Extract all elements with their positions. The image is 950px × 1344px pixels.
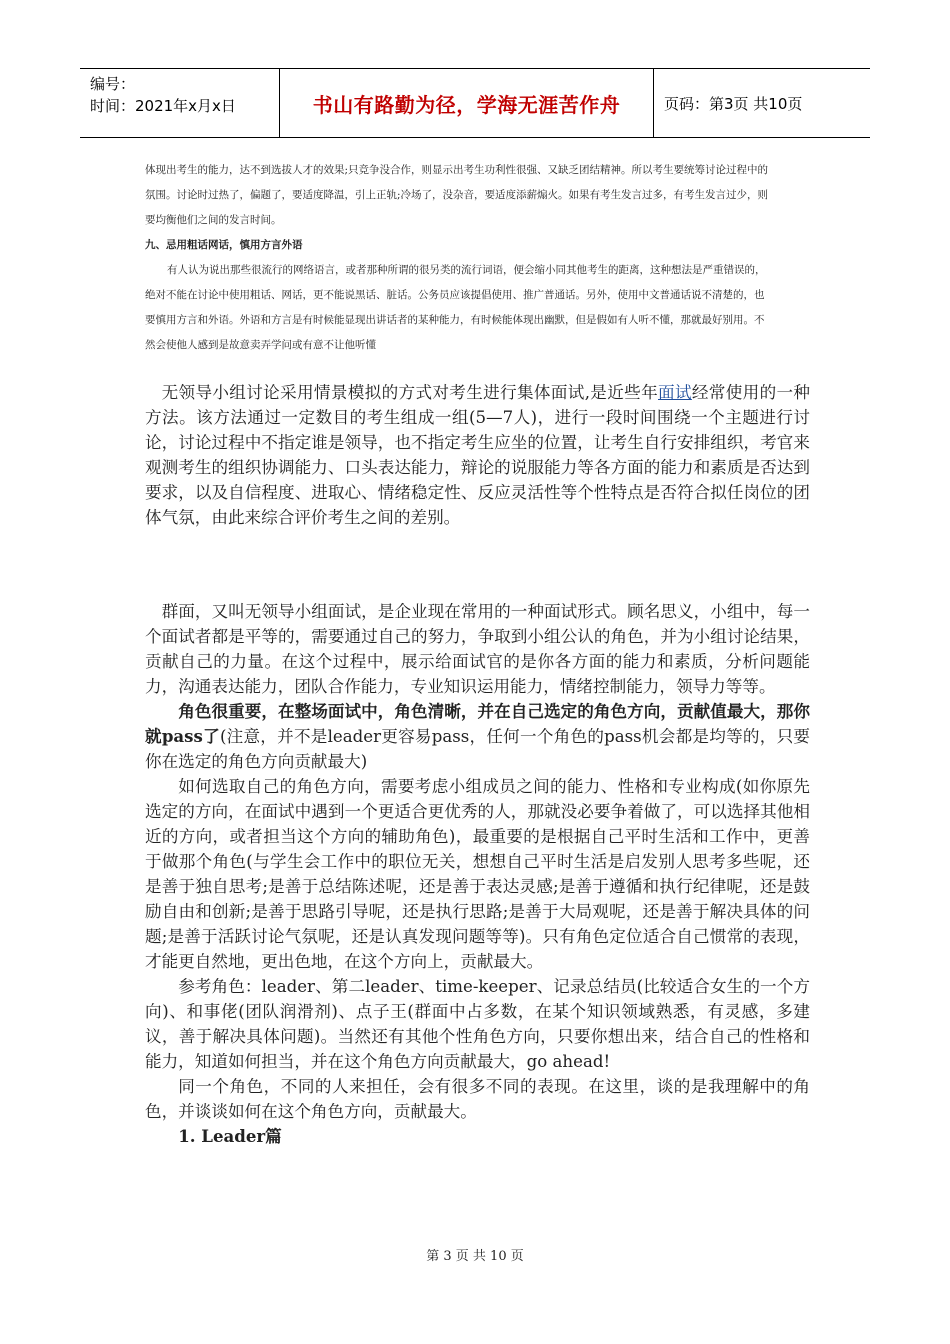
role-importance-bold: 角色很重要，在整场面试中，角色清晰，并在自己选定的角色方向，贡献值最大，那你就pass了 xyxy=(145,701,810,746)
document-number-label: 编号： xyxy=(90,75,136,93)
header-info xyxy=(80,69,280,137)
leader-heading: 1. Leader篇 xyxy=(178,1126,282,1146)
small-text-section xyxy=(145,158,813,358)
page-footer: 第 3 页 共 10 页 xyxy=(426,1249,524,1264)
text-line: 要均衡他们之间的发言时间。 xyxy=(145,214,282,226)
header-motto: 书山有路勤为径，学海无涯苦作舟 xyxy=(280,69,654,137)
role-importance-note: (注意，并不是leader更容易pass，任何一个角色的pass机会都是均等的，只要你在选定的角色方向贡献最大) xyxy=(145,727,810,771)
header-page-label: 页码：第3页 共10页 xyxy=(664,94,803,113)
interview-link[interactable]: 面试 xyxy=(658,383,692,402)
paragraph-role-importance xyxy=(145,699,810,774)
main-body xyxy=(145,599,810,1149)
paragraph-same-role: 同一个角色，不同的人来担任，会有很多不同的表现。在这里，谈的是我理解中的角色，并谈谈如何在这个角色方向，贡献最大。 xyxy=(145,1077,810,1121)
text-line: 氛围。讨论时过热了，偏题了，要适度降温，引上正轨;冷场了，没杂音，要适度添薪煽火。如果有考生发言过多，有考生发言过少，则 xyxy=(145,189,769,201)
paragraph-intro xyxy=(145,380,810,530)
paragraph-reference-roles: 参考角色：leader、第二leader、time-keeper、记录总结员(比较适合女生的一个方向)、和事佬(团队润滑剂)、点子王(群面中占多数，在某个知识领域熟悉，有灵感，多建议，善于解决具体问题)。当然还有其他个性角色方向，只要你想出来，结合自己的性格和能力，知道如何担当，并在这个角色方向贡献最大，go ahead! xyxy=(145,977,810,1071)
text-line: 然会使他人感到是故意卖弄学问或有意不让他听懂 xyxy=(145,339,376,351)
paragraph-group-interview: 群面，又叫无领导小组面试，是企业现在常用的一种面试形式。顾名思义，小组中，每一个面试者都是平等的，需要通过自己的努力，争取到小组公认的角色，并为小组讨论结果，贡献自己的力量。在这个过程中，展示给面试官的是你各方面的能力和素质，分析问题能力，沟通表达能力，团队合作能力，专业知识运用能力，情绪控制能力，领导力等等。 xyxy=(145,602,810,696)
paragraph-choose-role: 如何选取自己的角色方向，需要考虑小组成员之间的能力、性格和专业构成(如你原先选定的方向，在面试中遇到一个更适合更优秀的人，那就没必要争着做了，可以选择其他相近的方向，或者担当这个方向的辅助角色)，最重要的是根据自己平时生活和工作中，更善于做那个角色(与学生会工作中的职位无关，想想自己平时生活是启发别人思考多些呢，还是善于独自思考;是善于总结陈述呢，还是善于表达灵感;是善于遵循和执行纪律呢，还是鼓励自由和创新;是善于思路引导呢，还是执行思路;是善于大局观呢，还是善于解决具体的问题;是善于活跃讨论气氛呢，还是认真发现问题等等)。只有角色定位适合自己惯常的表现，才能更自然地，更出色地，在这个方向上，贡献最大。 xyxy=(145,777,810,971)
text-line: 体现出考生的能力，达不到选拔人才的效果;只竞争没合作，则显示出考生功利性很强、又缺乏团结精神。所以考生要统筹讨论过程中的 xyxy=(145,164,769,176)
document-time-label: 时间：2021年x月x日 xyxy=(90,97,236,115)
text-line: 要慎用方言和外语。外语和方言是有时候能显现出讲话者的某种能力，有时候能体现出幽默，但是假如有人听不懂，那就最好别用。不 xyxy=(145,314,765,326)
text-line: 有人认为说出那些很流行的网络语言，或者那种所谓的很另类的流行词语，便会缩小同其他考生的距离，这种想法是严重错误的， xyxy=(167,264,766,276)
intro-text-end: 经常使用的一种方法。该方法通过一定数目的考生组成一组(5—7人)，进行一段时间围绕一个主题进行讨论，讨论过程中不指定谁是领导，也不指定考生应坐的位置，让考生自行安排组织，考官来观测考生的组织协调能力、口头表达能力，辩论的说服能力等各方面的能力和素质是否达到要求，以及自信程度、进取心、情绪稳定性、反应灵活性等个性特点是否符合拟任岗位的团体气氛，由此来综合评价考生之间的差别。 xyxy=(145,383,811,527)
intro-text-start: 无领导小组讨论采用情景模拟的方式对考生进行集体面试,是近些年 xyxy=(161,383,659,402)
text-line: 绝对不能在讨论中使用粗话、网话，更不能说黑话、脏话。公务员应该提倡使用、推广普通话。另外，使用中文普通话说不清楚的，也 xyxy=(145,289,765,301)
page-header xyxy=(80,68,870,138)
section-heading: 九、忌用粗话网话，慎用方言外语 xyxy=(145,239,303,251)
